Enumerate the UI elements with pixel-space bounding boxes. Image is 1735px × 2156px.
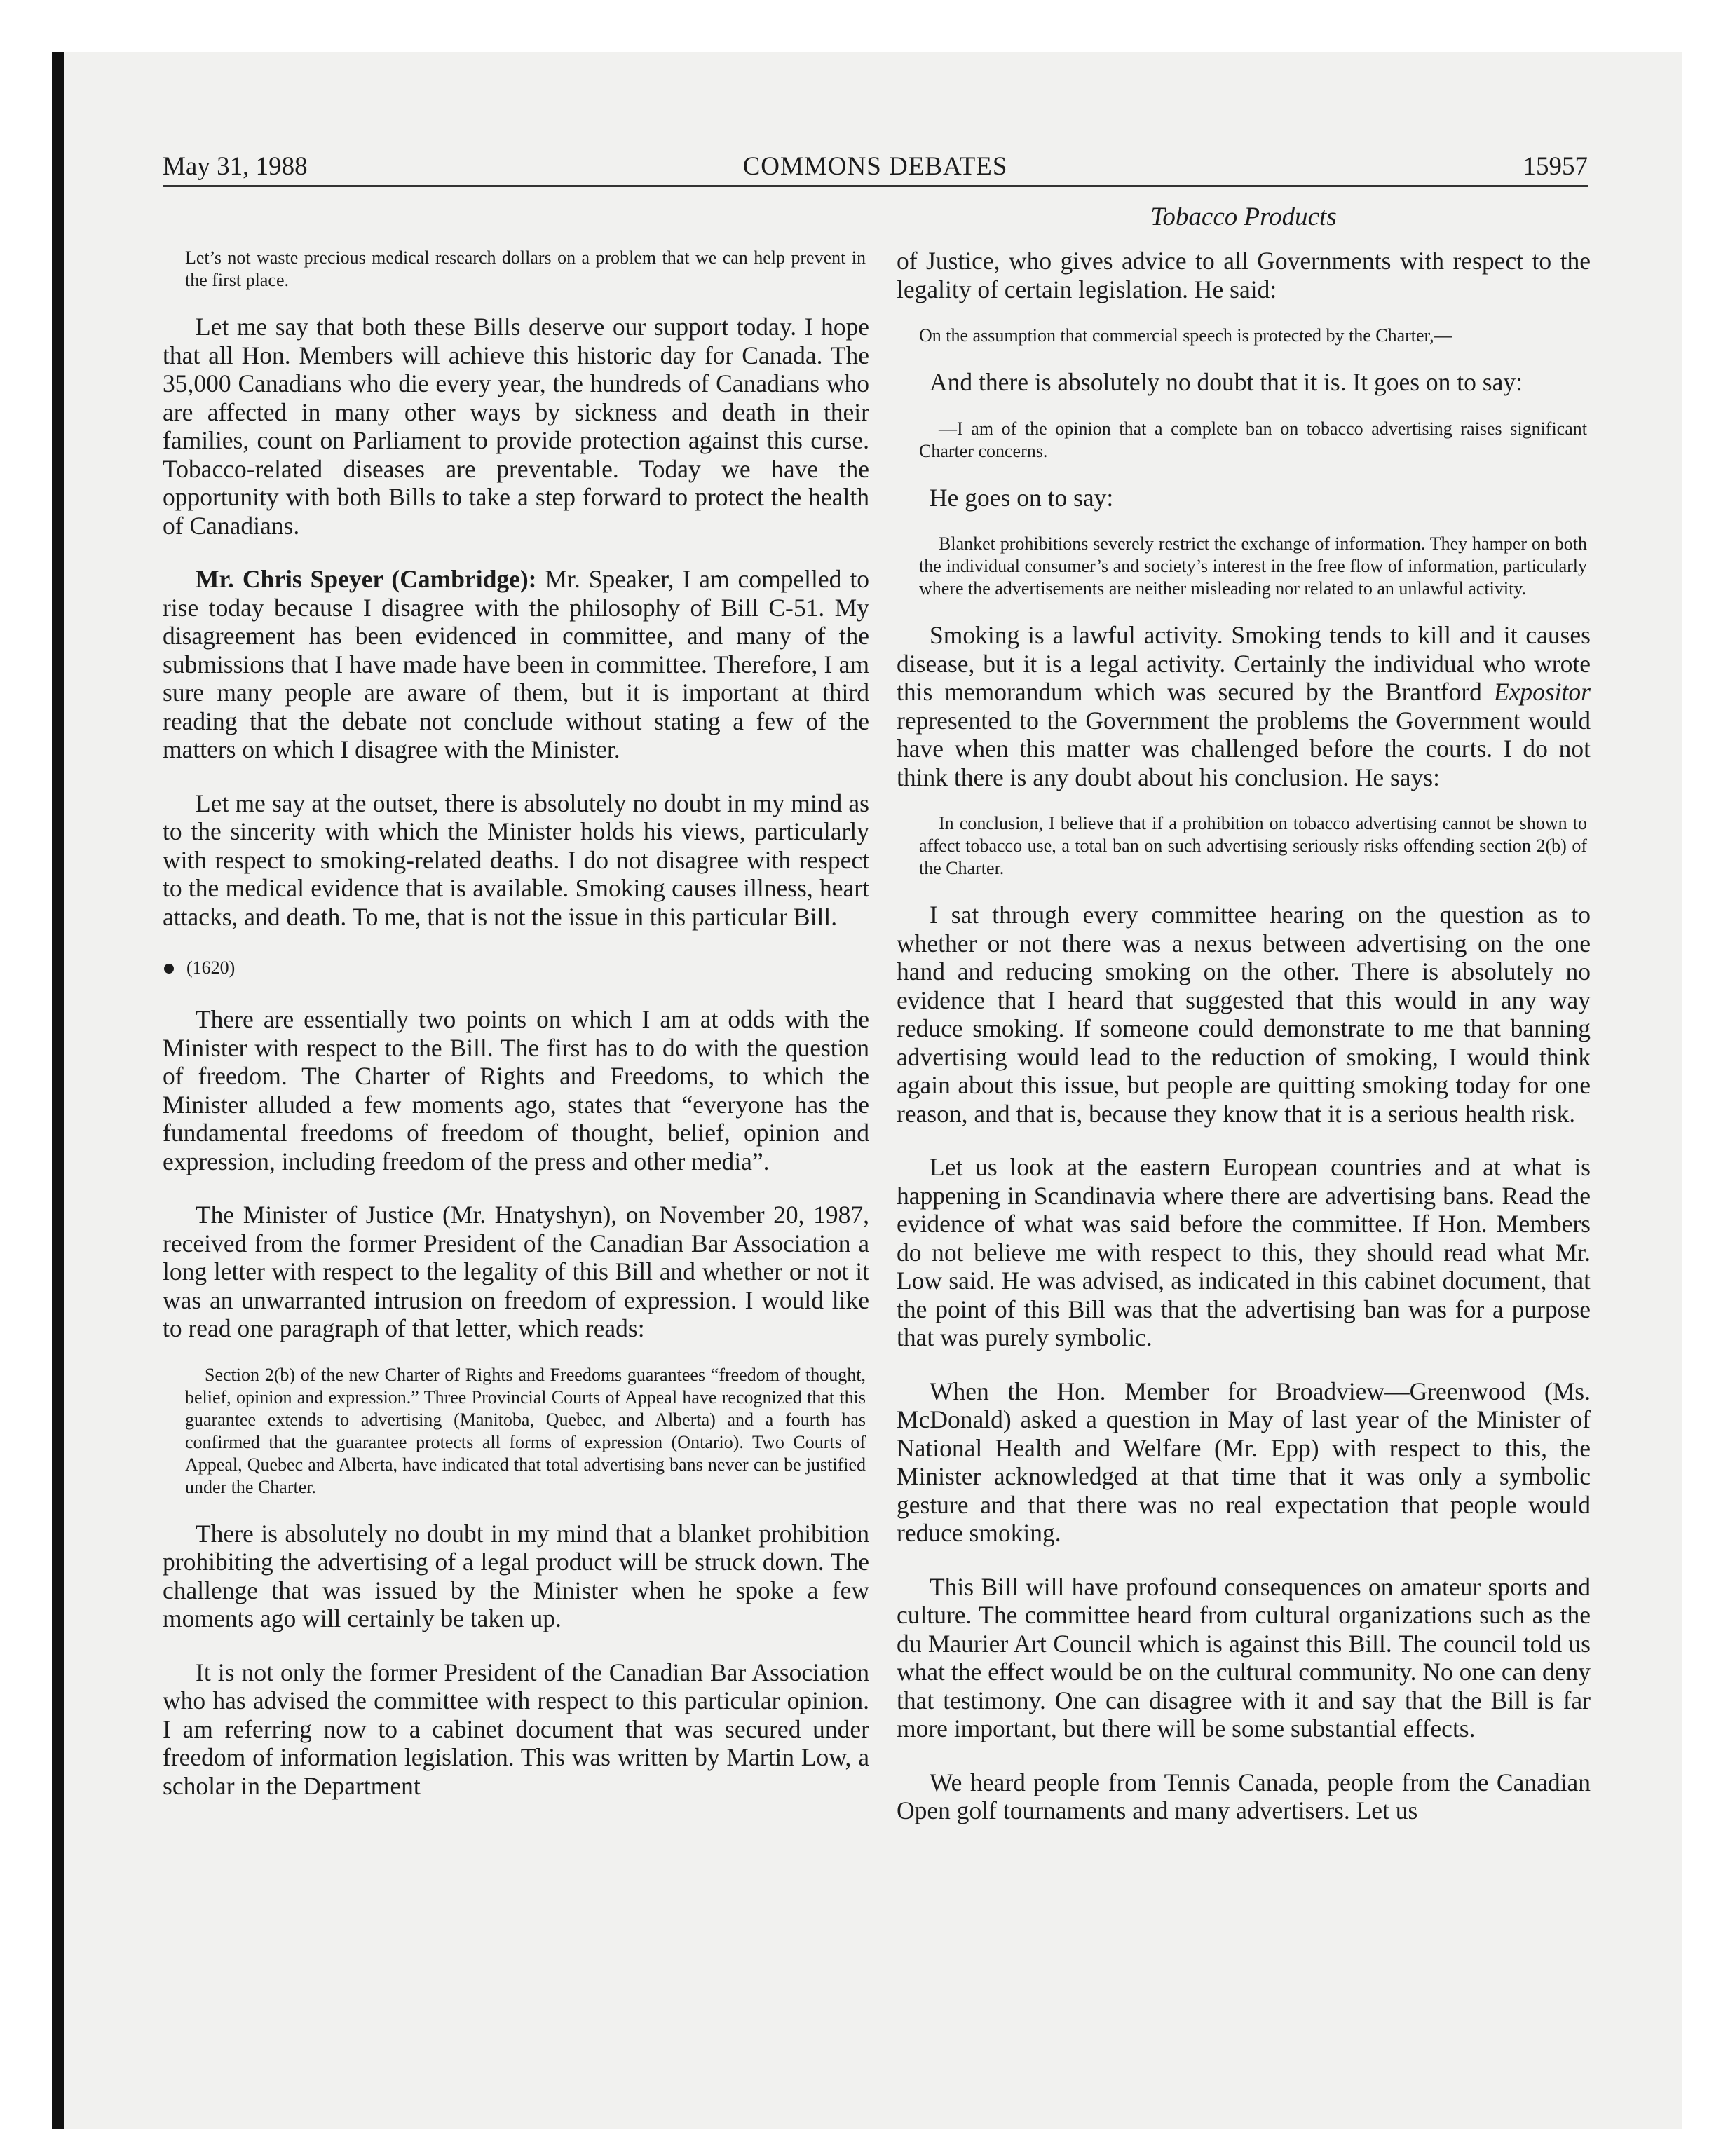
left-column [163, 247, 869, 1825]
newspaper-name: Expositor [1493, 678, 1591, 706]
timestamp-marker [163, 956, 869, 980]
paragraph-text: represented to the Government the problems the Government would have when this matter was challenged before the courts. I do not think there is any doubt about his conclusion. He says: [897, 706, 1591, 791]
paragraph: Let me say at the outset, there is absolutely no doubt in my mind as to the sincerity with which the Minister holds his views, particularly with respect to smoking-related deaths. I do not disagree with respect to the medical evidence that is available. Smoking causes illness, heart attacks, and death. To me, that is not the issue in this particular Bill. [163, 789, 869, 931]
paragraph [897, 621, 1591, 791]
paragraph: He goes on to say: [930, 483, 1114, 512]
header-page-number: 15957 [1523, 152, 1588, 181]
paragraph: The Minister of Justice (Mr. Hnatyshyn), on November 20, 1987, received from the former President of the Canadian Bar Association a long letter with respect to the legality of this Bill and whether or not it was an unwarranted intrusion on freedom of expression. I would like to read one paragraph of that letter, which reads: [163, 1201, 869, 1342]
paragraph: of Justice, who gives advice to all Governments with respect to the legality of certain legislation. He said: [897, 247, 1591, 303]
quote-block: Section 2(b) of the new Charter of Rights and Freedoms guarantees “freedom of thought, belief, opinion and expression.” Three Provincial Courts of Appeal have recognized that this guarantee extends to advertising (Manitoba, Quebec, and Alberta) and a fourth has confirmed that the guarantee protects all forms of expression (Ontario). Two Courts of Appeal, Quebec and Alberta, have indicated that total advertising bans never can be justified under the Charter. [185, 1364, 866, 1497]
paragraph-text: Smoking is a lawful activity. Smoking tends to kill and it causes disease, but it is a legal activity. Certainly the individual who wrote this memorandum which was secured by the Brantford [897, 621, 1591, 706]
paragraph: And there is absolutely no doubt that it is. It goes on to say: [930, 368, 1523, 396]
paragraph: There is absolutely no doubt in my mind that a blanket prohibition prohibiting the advertising of a legal product will be struck down. The challenge that was issued by the Minister when he spoke a few moments ago will certainly be taken up. [163, 1519, 869, 1632]
paragraph: It is not only the former President of the Canadian Bar Association who has advised the committee with respect to this particular opinion. I am referring now to a cabinet document that was secured under freedom of information legislation. This was written by Martin Low, a scholar in the Department [163, 1658, 869, 1800]
speaker-paragraph [163, 565, 869, 764]
page-header [163, 149, 1588, 187]
quote-block: In conclusion, I believe that if a prohibition on tobacco advertising cannot be shown to affect tobacco use, a total ban on such advertising seriously risks offending section 2(b) of the Charter. [919, 813, 1587, 878]
bullet-icon [164, 964, 174, 974]
timestamp-text: (1620) [186, 957, 236, 978]
right-column [897, 247, 1591, 1850]
paragraph: This Bill will have profound consequences on amateur sports and culture. The committee heard from cultural organizations such as the du Maurier Art Council which is against this Bill. The council told us what the effect would be on the cultural community. No one can deny that testimony. One can disagree with it and say that the Bill is far more important, but there will be some substantial effects. [897, 1572, 1591, 1742]
scan-edge-border [52, 52, 64, 2129]
speaker-text: Mr. Speaker, I am compelled to rise today because I disagree with the philosophy of Bill C-51. My disagreement has been evidenced in committee, and many of the submissions that I have made have been in committee. Therefore, I am sure many people are aware of them, but it is important at third reading that the debate not conclude without stating a few of the matters on which I disagree with the Minister. [163, 565, 869, 763]
quote-block: —I am of the opinion that a complete ban on tobacco advertising raises significant Charter concerns. [919, 418, 1587, 461]
paragraph: I sat through every committee hearing on the question as to whether or not there was a nexus between advertising on the one hand and reducing smoking on the other. There is absolutely no evidence that I heard that suggested that this would in any way reduce smoking. If someone could demonstrate to me that banning advertising would lead to the reduction of smoking, I would think again about this issue, but people are quitting smoking today for one reason, and that is, because they know that it is a serious health risk. [897, 901, 1591, 1128]
paragraph: Let us look at the eastern European countries and at what is happening in Scandinavia where there are advertising bans. Read the evidence of what was said before the committee. If Hon. Members do not believe me with respect to this, they should read what Mr. Low said. He was advised, as indicated in this cabinet document, that the point of this Bill was that the advertising ban was for a purpose that was purely symbolic. [897, 1153, 1591, 1351]
quote-block: Blanket prohibitions severely restrict the exchange of information. They hamper on both the individual consumer’s and society’s interest in the free flow of information, particularly where the advertisements are neither misleading nor related to an unlawful activity. [919, 533, 1587, 599]
paragraph: Let me say that both these Bills deserve our support today. I hope that all Hon. Members will achieve this historic day for Canada. The 35,000 Canadians who die every year, the hundreds of Canadians who are affected in many other ways by sickness and death in their families, count on Parliament to provide protection against this curse. Tobacco-related diseases are preventable. Today we have the opportunity with both Bills to take a step forward to protect the health of Canadians. [163, 313, 869, 540]
quote-block: On the assumption that commercial speech is protected by the Charter,— [919, 325, 1452, 346]
paragraph: There are essentially two points on which I am at odds with the Minister with respect to the Bill. The first has to do with the question of freedom. The Charter of Rights and Freedoms, to which the Minister alluded a few moments ago, states that “everyone has the fundamental freedoms of freedom of thought, belief, opinion and expression, including freedom of the press and other media”. [163, 1005, 869, 1175]
paragraph: When the Hon. Member for Broadview—Greenwood (Ms. McDonald) asked a question in May of last year of the Minister of National Health and Welfare (Mr. Epp) with respect to this, the Minister acknowledged at that time that it was only a symbolic gesture and that there was no real expectation that people would reduce smoking. [897, 1377, 1591, 1547]
header-title: COMMONS DEBATES [742, 152, 1008, 181]
paragraph: We heard people from Tennis Canada, people from the Canadian Open golf tournaments and many advertisers. Let us [897, 1768, 1591, 1824]
quote-block: Let’s not waste precious medical research dollars on a problem that we can help prevent in the first place. [185, 247, 866, 290]
speaker-name: Mr. Chris Speyer (Cambridge): [196, 565, 537, 593]
header-date: May 31, 1988 [163, 152, 308, 181]
section-title: Tobacco Products [1150, 203, 1337, 231]
